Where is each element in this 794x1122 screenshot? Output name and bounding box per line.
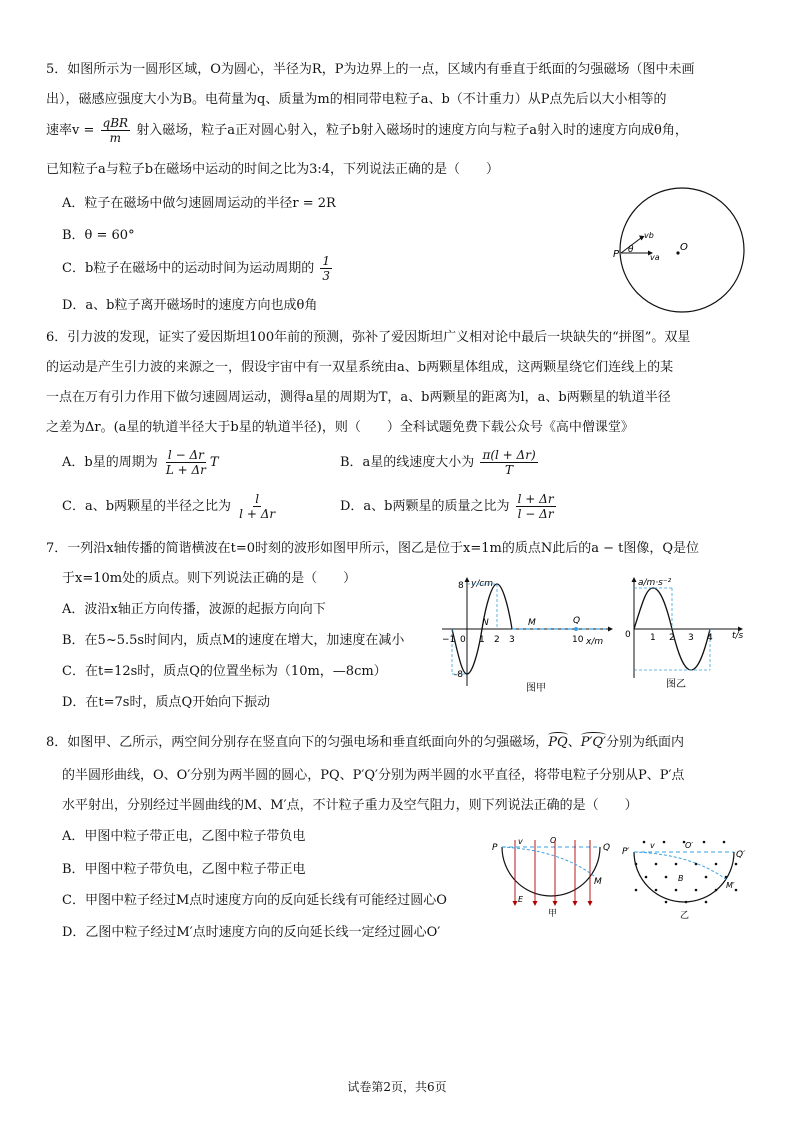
q7b-x0: 0 xyxy=(625,630,631,640)
q5-speed-label: 速率v = xyxy=(46,123,95,138)
q5-label-p: P xyxy=(613,249,620,260)
q8b-field-dots xyxy=(635,841,738,904)
q5-option-c-text: C．b粒子在磁场中的运动时间为运动周期的 xyxy=(62,261,315,276)
q5-label-o: O xyxy=(680,242,688,253)
q7a-xlabel: x/m xyxy=(586,637,604,647)
q8b-label-m: M′ xyxy=(726,881,735,890)
q7a-x-arrowhead xyxy=(608,627,613,632)
q5-option-c-fraction xyxy=(320,254,332,283)
q8-arc-pq: PQ xyxy=(548,735,568,750)
q7a-ym8: -8 xyxy=(454,670,463,680)
q8a-label-e: E xyxy=(518,895,524,904)
q7a-label-m: M xyxy=(528,618,536,628)
q7b-x1: 1 xyxy=(650,633,656,643)
q7-option-a[interactable]: A．波沿x轴正方向传播，波源的起振方向向下 xyxy=(62,602,326,617)
q7a-label-q: Q xyxy=(573,616,581,626)
q6-line2: 的运动是产生引力波的来源之一，假设宇宙中有一双星系统由a、b两颗星体组成，这两颗星绕它们连线上的某 xyxy=(46,360,674,375)
q8a-label-m: M xyxy=(594,877,602,887)
q8a-arrow-2 xyxy=(533,901,538,906)
q8-line1 xyxy=(46,731,684,750)
q6-option-d[interactable] xyxy=(340,492,558,521)
q8a-caption: 甲 xyxy=(548,909,558,919)
q5-line2: 出），磁感应强度大小为B。电荷量为q、质量为m的相同带电粒子a、b（不计重力）从P点先后以大小相等的 xyxy=(46,92,667,107)
q8-option-b[interactable]: B．甲图中粒子带负电，乙图中粒子带正电 xyxy=(62,862,306,877)
q6-option-a-suffix: T xyxy=(209,455,219,470)
q7a-x0: 0 xyxy=(460,635,466,645)
q7a-ylabel: y/cm xyxy=(471,579,494,589)
q8a-arrow-5 xyxy=(588,901,593,906)
q5-line3 xyxy=(46,116,688,145)
q5-option-c-num: 1 xyxy=(322,254,331,268)
q8a-label-q: Q xyxy=(603,843,611,853)
q7a-xm1: −1 xyxy=(442,635,456,645)
q6-option-b-text: B．a星的线速度大小为 xyxy=(340,455,475,470)
q7-option-c[interactable]: C．在t=12s时，质点Q的位置坐标为（10m，—8cm） xyxy=(62,664,387,679)
page-footer: 试卷第2页，共6页 xyxy=(347,1080,447,1094)
q7a-label-n: N xyxy=(482,618,489,628)
q8-line3: 水平射出，分别经过半圆曲线的M、M′点，不计粒子重力及空气阻力，则下列说法正确的是（ ） xyxy=(62,798,638,813)
q5-label-va: va xyxy=(650,253,660,262)
q8a-label-o: O xyxy=(550,836,557,845)
q7-acceleration-figure xyxy=(620,574,750,694)
q7a-y-arrowhead xyxy=(465,577,470,582)
q7a-caption: 图甲 xyxy=(526,683,546,694)
q5-label-vb: vb xyxy=(644,231,654,240)
q8-option-a[interactable]: A．甲图中粒子带正电，乙图中粒子带负电 xyxy=(62,829,306,844)
q7b-ylabel: a/m·s⁻² xyxy=(638,578,672,588)
q6-option-d-num: l + Δr xyxy=(517,492,554,506)
q5-option-b[interactable]: B．θ = 60° xyxy=(62,228,135,243)
q7a-y8: 8 xyxy=(458,581,464,591)
q7a-x1: 1 xyxy=(479,635,485,645)
q7-wave-figure xyxy=(436,574,616,694)
q8a-label-v: v xyxy=(518,837,523,846)
q7a-point-q xyxy=(574,627,578,631)
q6-option-c-fraction xyxy=(237,492,277,521)
q6-option-a-num: l − Δr xyxy=(167,448,204,462)
q8a-trajectory xyxy=(502,847,594,876)
q8-arc-pq-prime: P′Q′ xyxy=(580,735,607,750)
q7-line1: 7．一列沿x轴传播的简谐横波在t=0时刻的波形如图甲所示，图乙是位于x=1m的质点N此后的a − t图像，Q是位 xyxy=(46,541,699,556)
q8b-label-v: v xyxy=(650,841,655,850)
q6-option-c[interactable] xyxy=(62,492,279,521)
q5-option-c-den: 3 xyxy=(322,269,331,283)
q8-option-c[interactable]: C．甲图中粒子经过M点时速度方向的反向延长线有可能经过圆心O xyxy=(62,893,447,908)
q6-line3: 一点在万有引力作用下做匀速圆周运动，测得a星的周期为T，a、b两颗星的距离为l，a、b两颗星的轨道半径 xyxy=(46,390,671,405)
q7b-x4: 4 xyxy=(707,633,713,643)
q6-line4: 之差为Δr。(a星的轨道半径大于b星的轨道半径)，则（ ）全科试题免费下载公众号《高中僧课堂》 xyxy=(46,420,634,435)
q8b-label-p: P′ xyxy=(622,847,630,857)
q5-speed-num: qBR xyxy=(102,116,129,130)
q6-option-c-text: C．a、b两颗星的半径之比为 xyxy=(62,499,232,514)
q8-arc-separator: 、 xyxy=(567,735,581,750)
q8b-label-q: Q′ xyxy=(736,850,746,860)
q5-line1: 5．如图所示为一圆形区域，O为圆心，半径为R，P为边界上的一点，区域内有垂直于纸面的匀强磁场（图中未画 xyxy=(46,62,695,77)
q8a-label-p: P xyxy=(492,843,498,853)
q8a-arrow-3 xyxy=(553,901,558,906)
q8a-arrow-1 xyxy=(513,901,518,906)
q8b-label-o: O′ xyxy=(685,841,694,850)
q8-line1-rest: 分别为纸面内 xyxy=(606,735,685,750)
q6-option-d-fraction xyxy=(516,492,556,521)
q6-option-d-den: l − Δr xyxy=(517,507,554,521)
q8-line1-text: 8．如图甲、乙所示，两空间分别存在竖直向下的匀强电场和垂直纸面向外的匀强磁场， xyxy=(46,735,549,750)
q5-line4: 已知粒子a与粒子b在磁场中运动的时间之比为3:4，下列说法正确的是（ ） xyxy=(46,162,499,177)
q7b-a-arrowhead xyxy=(632,577,637,582)
q7b-xlabel: t/s xyxy=(732,631,744,641)
q6-line1: 6．引力波的发现，证实了爱因斯坦100年前的预测，弥补了爱因斯坦广义相对论中最后一块缺失的“拼图”。双星 xyxy=(46,330,691,345)
q6-option-a[interactable] xyxy=(62,448,219,477)
q8b-label-b: B xyxy=(678,874,684,883)
q6-option-b[interactable] xyxy=(340,448,540,477)
q8b-caption: 乙 xyxy=(680,911,690,921)
q6-option-a-text: A．b星的周期为 xyxy=(62,455,158,470)
q5-option-a[interactable]: A．粒子在磁场中做匀速圆周运动的半径r = 2R xyxy=(62,196,336,211)
q7b-x3: 3 xyxy=(688,633,694,643)
q7-option-b[interactable]: B．在5~5.5s时间内，质点M的速度在增大，加速度在减小 xyxy=(62,633,405,648)
q7b-x2: 2 xyxy=(669,633,675,643)
q8-electric-field-figure xyxy=(490,832,620,922)
q6-option-b-num: π(l + Δr) xyxy=(482,448,536,462)
q7a-x2: 2 xyxy=(494,635,500,645)
q7a-x3: 3 xyxy=(509,635,515,645)
q8-magnetic-field-figure xyxy=(622,832,752,922)
q6-option-b-den: T xyxy=(505,463,514,477)
q6-option-c-num: l xyxy=(255,492,260,506)
q7a-x10: 10 xyxy=(572,635,584,645)
q8a-arrow-4 xyxy=(573,901,578,906)
q5-option-c[interactable] xyxy=(62,254,334,283)
q5-label-theta: θ xyxy=(628,245,634,255)
q8-line2: 的半圆形曲线，O、O′分别为两半圆的圆心，PQ、P′Q′分别为两半圆的水平直径，将带电粒子分别从P、P′点 xyxy=(62,768,685,783)
q5-option-d[interactable]: D．a、b粒子离开磁场时的速度方向也成θ角 xyxy=(62,298,318,313)
q5-line3-rest: 射入磁场，粒子a正对圆心射入，粒子b射入磁场时的速度方向与粒子a射入时的速度方向成θ角， xyxy=(136,123,688,138)
q7-option-d[interactable]: D．在t=7s时，质点Q开始向下振动 xyxy=(62,695,271,710)
q6-option-a-den: L + Δr xyxy=(165,463,206,477)
q5-speed-fraction xyxy=(101,116,131,145)
q8a-semicircle xyxy=(502,847,600,896)
q8-option-d[interactable]: D．乙图中粒子经过M′点时速度方向的反向延长线一定经过圆心O′ xyxy=(62,925,441,940)
q6-option-b-fraction xyxy=(480,448,537,477)
q6-option-a-fraction xyxy=(164,448,208,477)
q7b-caption: 图乙 xyxy=(666,679,686,690)
q5-speed-den: m xyxy=(109,131,121,145)
q7-line2: 于x=10m处的质点。则下列说法正确的是（ ） xyxy=(62,571,357,586)
q5-figure xyxy=(606,180,756,320)
q6-option-d-text: D．a、b两颗星的质量之比为 xyxy=(340,499,510,514)
q6-option-c-den: l + Δr xyxy=(239,507,276,521)
